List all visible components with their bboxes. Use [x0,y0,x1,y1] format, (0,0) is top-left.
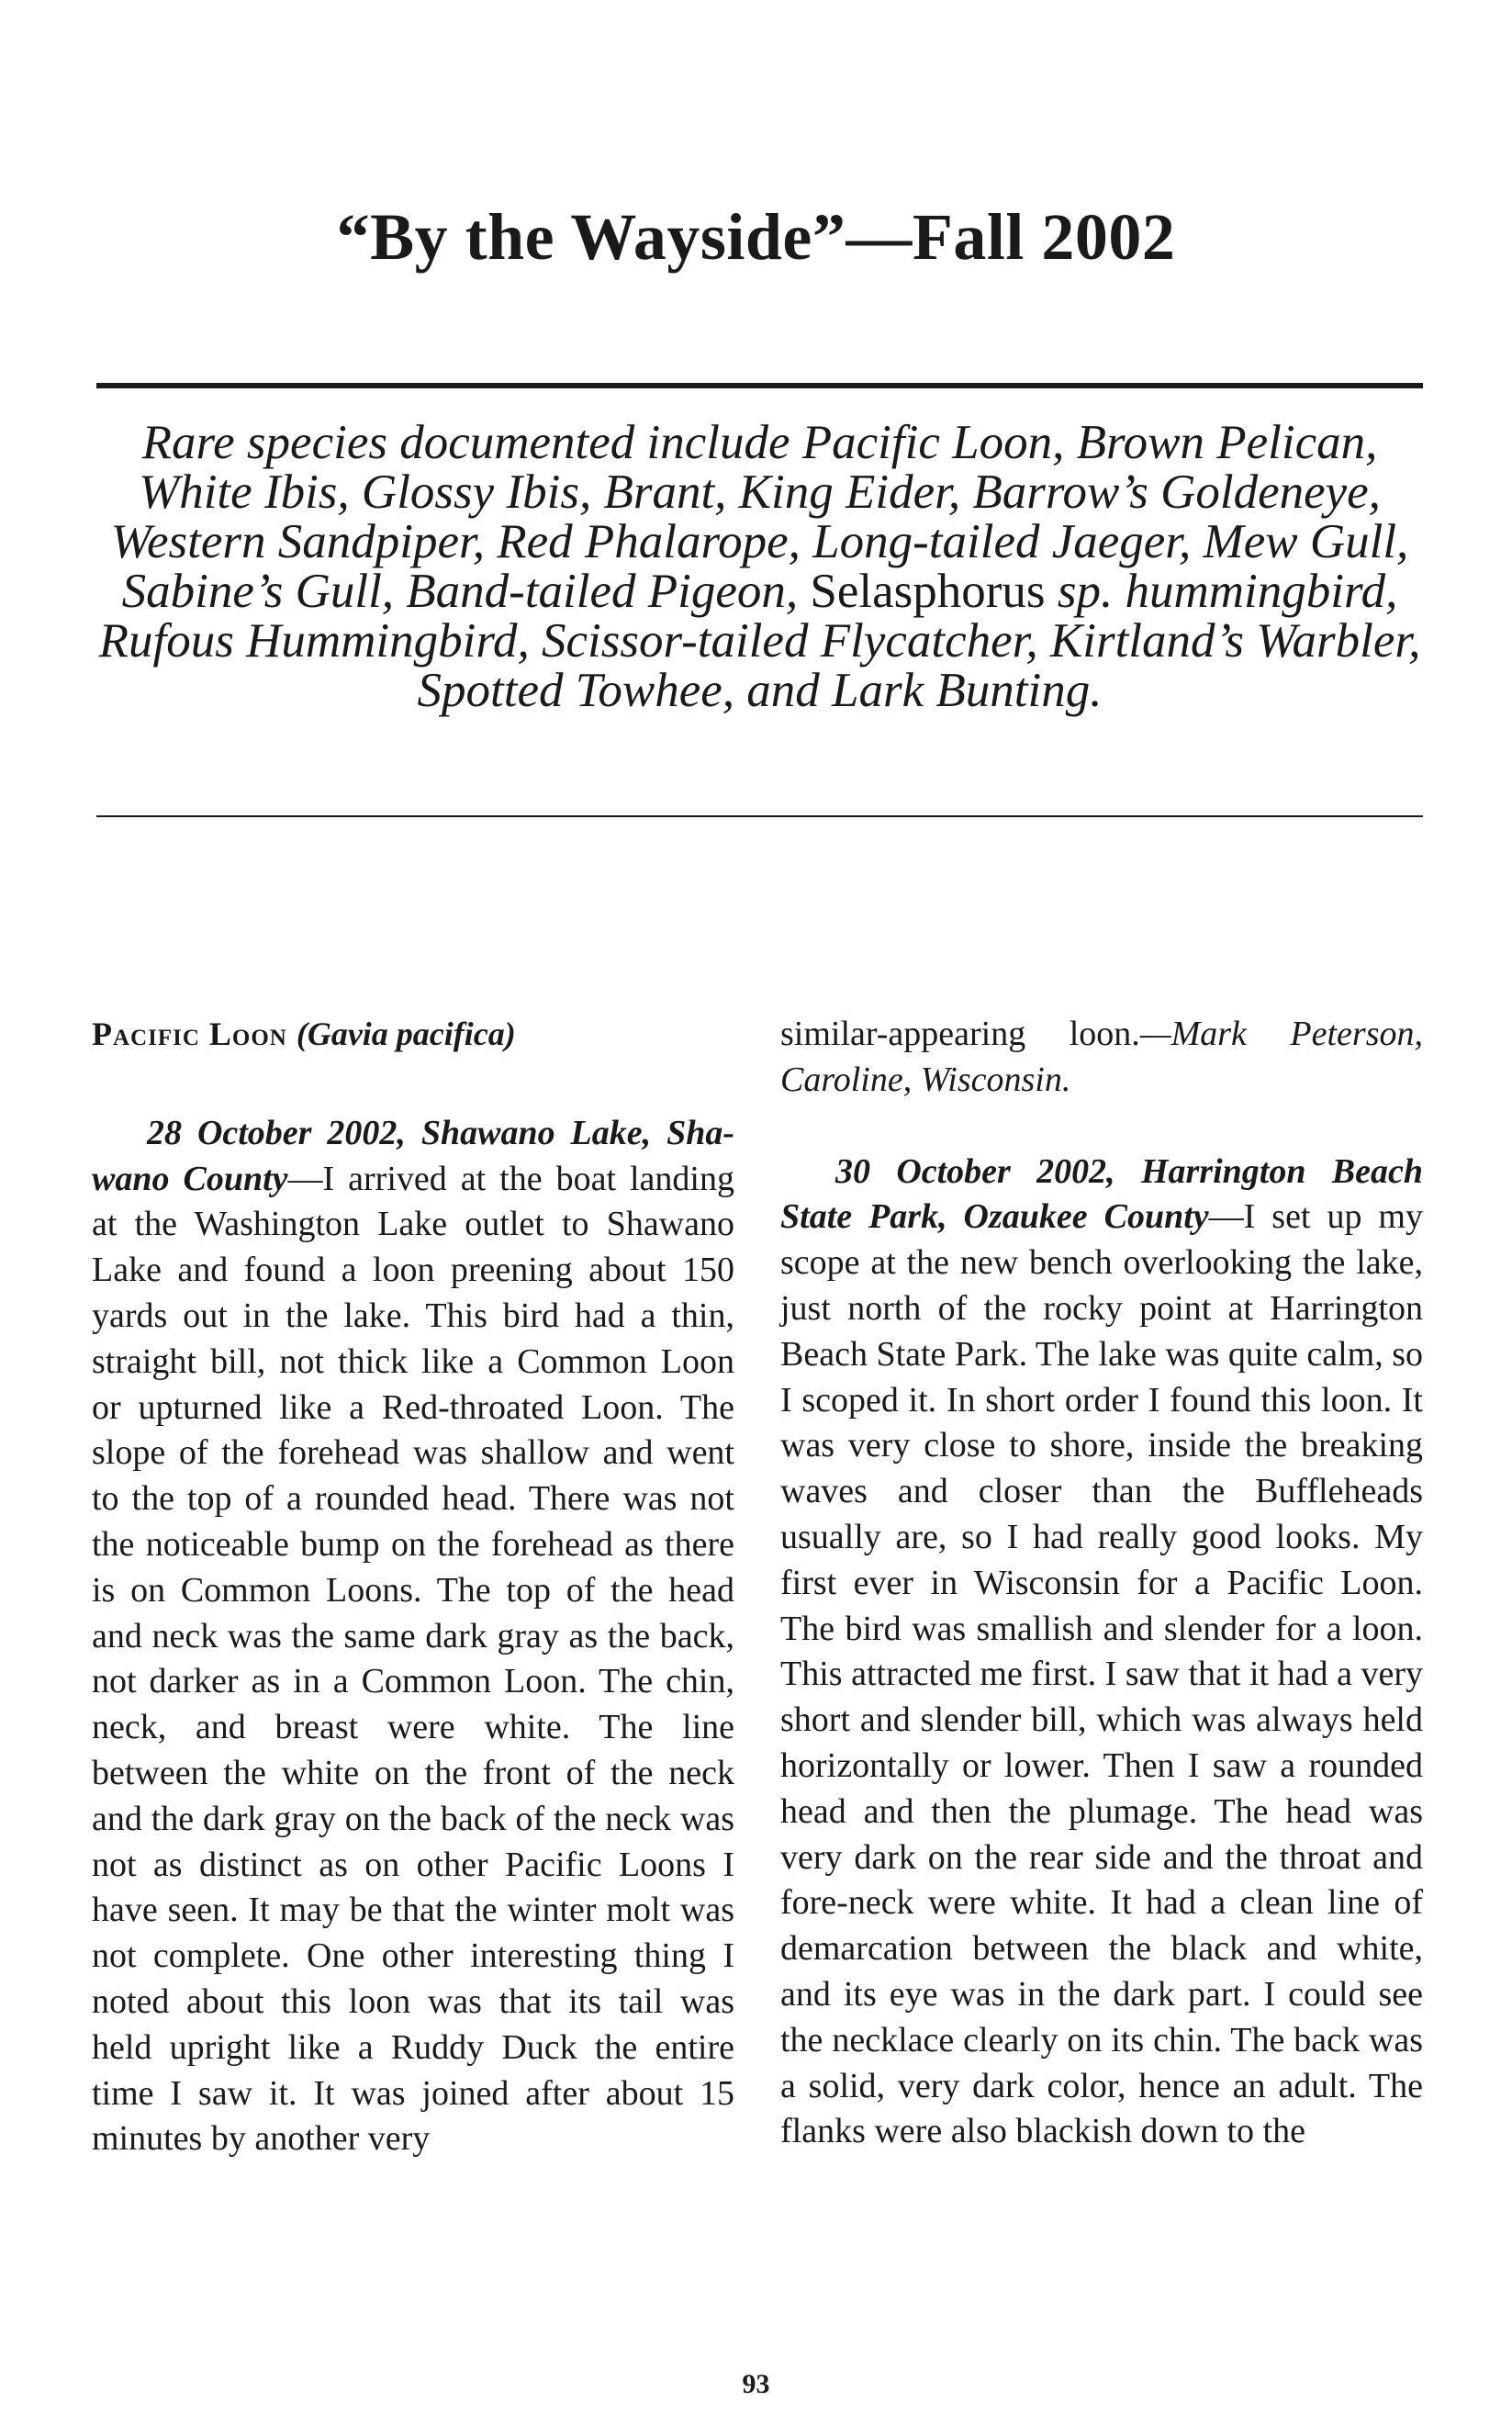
entry-1-part-1 [92,1111,734,2162]
entry-1-attribution: —Mark Peterson, Caroline, Wisconsin. [780,1015,1423,1099]
abstract-part-2: sp. hummingbird, Rufous Hummingbird, Scissor-tailed Flycatcher, Kirtland’s Warbler, Spotted Towhee, and Lark Bunting. [98,565,1421,717]
species-heading [92,1012,734,1058]
page-title: “By the Wayside”—Fall 2002 [336,200,1176,274]
entry-gap [780,1104,1423,1150]
column-right [780,1012,1423,2155]
entry-1-lead: 28 October 2002, Shawano Lake, Shawano County [92,1113,734,1198]
entry-1-part-2 [780,1012,1423,1104]
entry-1-body: —I arrived at the boat landing at the Washington Lake outlet to Shawano Lake and found a loon preening about 150 yards out in the lake. This bird had a thin, straight bill, not thick like a Common Loon or upturned like a Red-throated Loon. The slope of the forehead was shallow and went to the top of a rounded head. There was not the noticeable bump on the forehead as there is on Common Loons. The top of the head and neck was the same dark gray as the back, not darker as in a Common Loon. The chin, neck, and breast were white. The line between the white on the front of the neck and the dark gray on the back of the neck was not as distinct as on other Pacific Loons I have seen. It may be that the winter molt was not complete. One other interesting thing I noted about this loon was that its tail was held upright like a Ruddy Duck the entire time I saw it. It was joined after about 15 minutes by another very [92,1159,734,2159]
abstract [96,418,1423,715]
column-left [92,1012,734,2162]
abstract-rule [96,815,1423,817]
species-latin-name: (Gavia pacifica) [296,1016,516,1052]
page-number: 93 [742,2369,770,2399]
species-common-name: Pacific Loon [92,1016,287,1052]
entry-2-lead: 30 October 2002, Harrington Beach State Park, Ozaukee County [780,1151,1423,1237]
entry-2-body: —I set up my scope at the new bench overlooking the lake, just north of the rocky point at Harrington Beach State Park. The lake was quite calm, so I scoped it. In short order I found this loon. It was very close to shore, inside the breaking waves and closer than the Buffleheads usually are, so I had really good looks. My first ever in Wisconsin for a Pacific Loon. The bird was smallish and slender for a loon. This attracted me first. I saw that it had a very short and slender bill, which was always held horizontally or lower. Then I saw a rounded head and then the plumage. The head was very dark on the rear side and the throat and fore-neck were white. It had a clean line of demarcation between the black and white, and its eye was in the dark part. I could see the necklace clearly on its chin. The back was a solid, very dark color, hence an adult. The flanks were also blackish down to the [780,1197,1423,2151]
entry-2 [780,1150,1423,2156]
abstract-part-1: Rare species documented include Pacific Loon, Brown Pelican, White Ibis, Glossy Ibis, Brant, King Eider, Barrow’s Goldeneye, Western Sandpiper, Red Phalarope, Long-tailed Jaeger, Mew Gull, Sabine’s Gull, Band-tailed Pigeon, [110,416,1409,618]
entry-1-body-continued: similar-appearing loon. [780,1015,1140,1053]
title-rule [96,383,1423,388]
abstract-genus: Selasphorus [810,565,1046,618]
